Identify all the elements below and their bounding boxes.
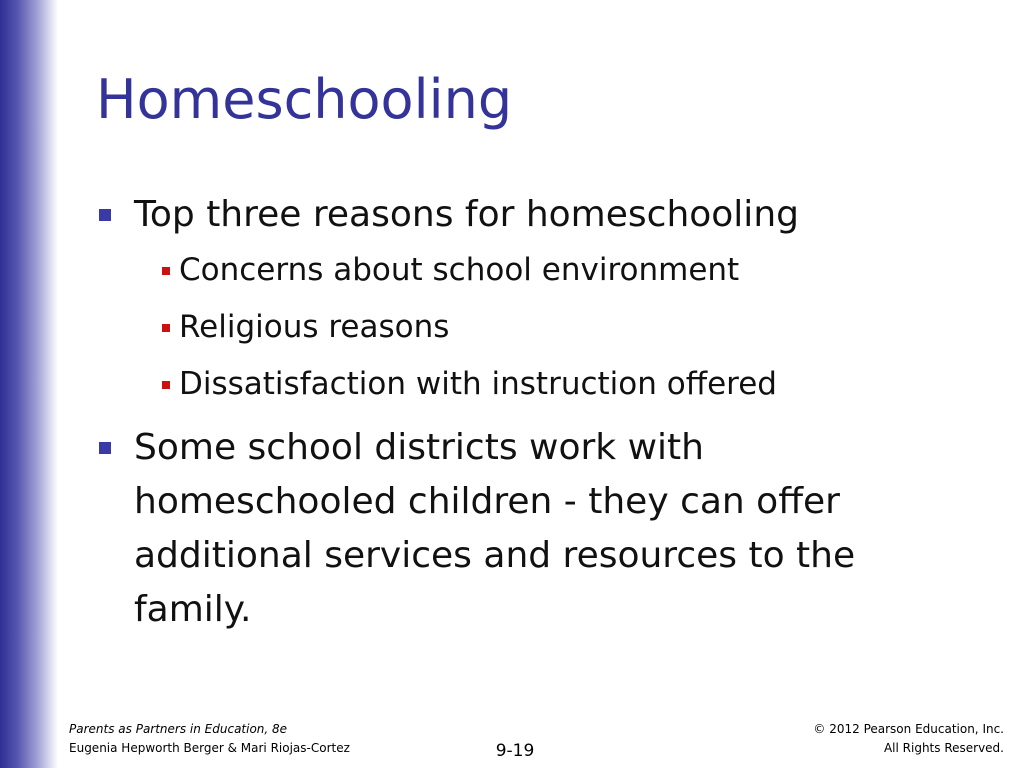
sub-bullet-item — [134, 299, 976, 356]
slide-content — [96, 188, 976, 637]
square-bullet-icon — [99, 442, 111, 454]
page-number: 9-19 — [495, 741, 535, 761]
bullet-text: Top three reasons for homeschooling — [134, 194, 799, 235]
sub-bullet-list — [134, 242, 976, 413]
sub-bullet-text: Concerns about school environment — [179, 252, 740, 288]
sub-bullet-item — [134, 356, 976, 413]
bullet-item — [96, 421, 976, 637]
sub-bullet-text: Religious reasons — [179, 309, 450, 345]
footer-book-title: Parents as Partners in Education, 8e — [69, 722, 288, 736]
square-bullet-icon — [162, 324, 170, 332]
footer-copyright — [813, 720, 1004, 758]
slide-title: Homeschooling — [96, 68, 513, 131]
square-bullet-icon — [162, 267, 170, 275]
square-bullet-icon — [99, 209, 111, 221]
footer-citation — [69, 720, 350, 758]
square-bullet-icon — [162, 381, 170, 389]
footer-authors: Eugenia Hepworth Berger & Mari Riojas-Cortez — [69, 741, 350, 755]
bullet-item — [96, 188, 976, 413]
decorative-side-bar — [0, 0, 58, 768]
sub-bullet-text: Dissatisfaction with instruction offered — [179, 366, 777, 402]
copyright-text: © 2012 Pearson Education, Inc. — [813, 722, 1004, 736]
bullet-text: Some school districts work with homeschooled children - they can offer additional services and resources to the family. — [134, 427, 856, 630]
rights-text: All Rights Reserved. — [883, 741, 1004, 755]
sub-bullet-item — [134, 242, 976, 299]
